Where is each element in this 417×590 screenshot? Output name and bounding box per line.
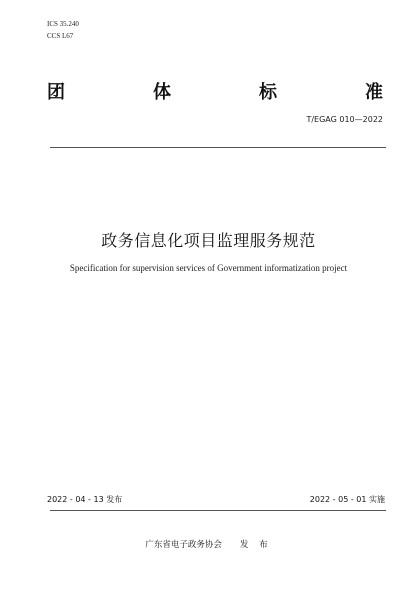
standard-type-char: 准 <box>365 82 383 103</box>
standard-type-char: 标 <box>259 82 277 103</box>
ccs-code: CCS L67 <box>47 32 74 40</box>
document-title-english: Specification for supervision services of Government informatization project <box>69 263 348 273</box>
ics-code: ICS 35.240 <box>47 20 79 28</box>
standard-type-char: 团 <box>47 82 65 103</box>
issue-date: 2022 - 04 - 13 发布 <box>47 495 123 504</box>
classification-codes <box>47 18 79 42</box>
publisher-line <box>0 538 417 550</box>
publish-label: 发 布 <box>239 540 272 550</box>
standard-number: T/EGAG 010—2022 <box>306 115 383 124</box>
standard-type-heading <box>47 79 383 103</box>
implementation-date: 2022 - 05 - 01 实施 <box>309 495 385 504</box>
footer-divider <box>50 510 386 511</box>
document-title-chinese: 政务信息化项目监理服务规范 <box>101 231 316 250</box>
standard-type-char: 体 <box>153 82 171 103</box>
header-divider <box>50 147 386 148</box>
publisher-name: 广东省电子政务协会 <box>145 540 222 550</box>
